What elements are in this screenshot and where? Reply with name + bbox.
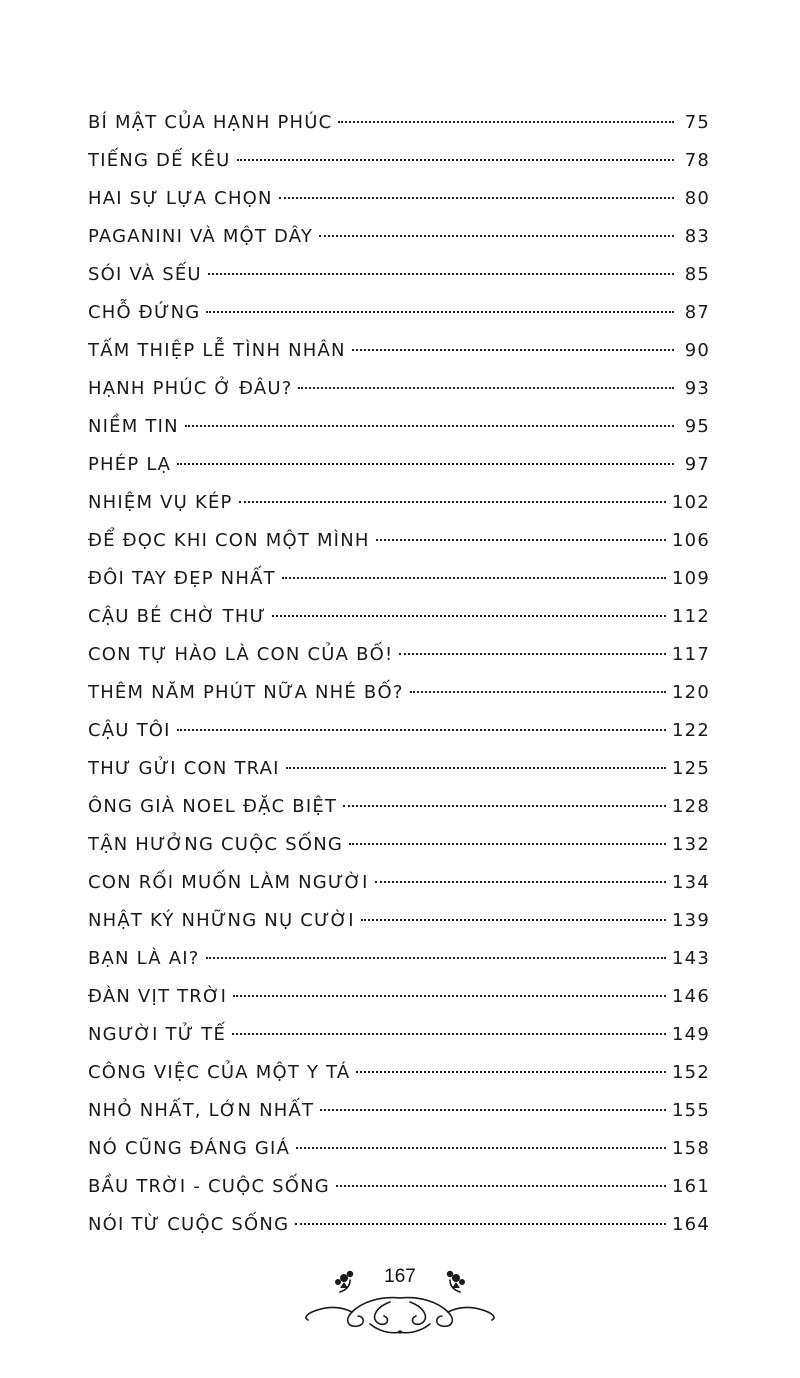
- toc-entry-title: NÓI TỪ CUỘC SỐNG: [88, 1214, 290, 1235]
- dot-leader: [343, 804, 666, 807]
- toc-entry: [88, 370, 710, 408]
- page-number: 167: [384, 1266, 416, 1287]
- toc-entry-title: TẬN HƯỞNG CUỘC SỐNG: [88, 834, 344, 855]
- toc-entry-title: BÍ MẬT CỦA HẠNH PHÚC: [88, 112, 333, 133]
- toc-entry-page: 117: [672, 644, 710, 665]
- table-of-contents: [88, 104, 710, 1244]
- toc-entry: [88, 674, 710, 712]
- toc-entry: [88, 1130, 710, 1168]
- dot-leader: [282, 576, 666, 579]
- dot-leader: [206, 310, 674, 313]
- dot-leader: [399, 652, 666, 655]
- dot-leader: [410, 690, 666, 693]
- toc-entry-page: 85: [684, 264, 710, 285]
- toc-entry-title: ĐỂ ĐỌC KHI CON MỘT MÌNH: [88, 530, 370, 551]
- dot-leader: [356, 1070, 666, 1073]
- toc-entry: [88, 332, 710, 370]
- dot-leader: [320, 1108, 666, 1111]
- toc-entry-title: SÓI VÀ SẾU: [88, 264, 202, 285]
- toc-entry: [88, 522, 710, 560]
- toc-entry: [88, 636, 710, 674]
- toc-entry-title: CẬU BÉ CHỜ THƯ: [88, 606, 267, 627]
- toc-entry-page: 132: [672, 834, 710, 855]
- toc-entry-title: ĐÔI TAY ĐẸP NHẤT: [88, 568, 276, 589]
- toc-entry-page: 155: [672, 1100, 710, 1121]
- toc-entry-title: CÔNG VIỆC CỦA MỘT Y TÁ: [88, 1062, 351, 1083]
- toc-entry-page: 139: [672, 910, 710, 931]
- toc-entry-title: CẬU TÔI: [88, 720, 171, 741]
- toc-entry: [88, 446, 710, 484]
- toc-entry-title: NÓ CŨNG ĐÁNG GIÁ: [88, 1138, 291, 1159]
- toc-entry: [88, 978, 710, 1016]
- toc-entry-page: 112: [672, 606, 710, 627]
- toc-entry-page: 109: [672, 568, 710, 589]
- toc-entry-page: 122: [672, 720, 710, 741]
- toc-entry: [88, 940, 710, 978]
- toc-entry-page: 158: [672, 1138, 710, 1159]
- toc-entry-page: 149: [672, 1024, 710, 1045]
- toc-entry: [88, 712, 710, 750]
- toc-entry-title: HAI SỰ LỰA CHỌN: [88, 188, 273, 209]
- toc-entry-page: 106: [672, 530, 710, 551]
- toc-entry: [88, 1092, 710, 1130]
- toc-entry: [88, 788, 710, 826]
- dot-leader: [239, 500, 666, 503]
- toc-entry-title: ĐÀN VỊT TRỜI: [88, 986, 228, 1007]
- dot-leader: [352, 348, 674, 351]
- toc-entry-page: 134: [672, 872, 710, 893]
- toc-entry-title: PAGANINI VÀ MỘT DÂY: [88, 226, 314, 247]
- toc-entry-title: CON TỰ HÀO LÀ CON CỦA BỐ!: [88, 644, 394, 665]
- toc-entry-page: 97: [684, 454, 710, 475]
- dot-leader: [185, 424, 674, 427]
- dot-leader: [295, 1222, 666, 1225]
- toc-entry-title: HẠNH PHÚC Ở ĐÂU?: [88, 378, 293, 399]
- dot-leader: [349, 842, 666, 845]
- toc-entry-page: 120: [672, 682, 710, 703]
- toc-entry: [88, 750, 710, 788]
- dot-leader: [177, 728, 666, 731]
- toc-entry-page: 83: [684, 226, 710, 247]
- dot-leader: [177, 462, 674, 465]
- toc-entry-title: NIỀM TIN: [88, 416, 179, 437]
- toc-entry-title: THƯ GỬI CON TRAI: [88, 758, 280, 779]
- dot-leader: [319, 234, 674, 237]
- toc-entry: [88, 142, 710, 180]
- toc-entry-title: BẠN LÀ AI?: [88, 948, 200, 969]
- toc-entry-page: 87: [684, 302, 710, 323]
- toc-entry: [88, 1168, 710, 1206]
- dot-leader: [232, 1032, 666, 1035]
- toc-entry-title: CHỖ ĐỨNG: [88, 302, 201, 323]
- dot-leader: [208, 272, 674, 275]
- dot-leader: [272, 614, 666, 617]
- toc-entry-title: TIẾNG DẾ KÊU: [88, 150, 231, 171]
- dot-leader: [361, 918, 666, 921]
- toc-entry-page: 80: [684, 188, 710, 209]
- dot-leader: [375, 880, 666, 883]
- dot-leader: [237, 158, 674, 161]
- toc-entry: [88, 256, 710, 294]
- toc-entry-title: TẤM THIỆP LỄ TÌNH NHÂN: [88, 340, 346, 361]
- toc-entry: [88, 560, 710, 598]
- toc-entry: [88, 408, 710, 446]
- toc-entry-page: 143: [672, 948, 710, 969]
- toc-entry: [88, 180, 710, 218]
- toc-entry-page: 125: [672, 758, 710, 779]
- dot-leader: [296, 1146, 666, 1149]
- dot-leader: [298, 386, 674, 389]
- toc-entry: [88, 864, 710, 902]
- dot-leader: [336, 1184, 666, 1187]
- toc-entry-page: 161: [672, 1176, 710, 1197]
- toc-entry-page: 128: [672, 796, 710, 817]
- toc-entry-title: ÔNG GIÀ NOEL ĐẶC BIỆT: [88, 796, 338, 817]
- toc-entry-title: CON RỐI MUỐN LÀM NGƯỜI: [88, 872, 369, 893]
- toc-entry-title: THÊM NĂM PHÚT NỮA NHÉ BỐ?: [88, 682, 404, 703]
- page-footer: [300, 1262, 500, 1342]
- toc-entry: [88, 1016, 710, 1054]
- toc-entry: [88, 826, 710, 864]
- dot-leader: [279, 196, 674, 199]
- toc-entry-page: 75: [684, 112, 710, 133]
- toc-entry-page: 93: [684, 378, 710, 399]
- toc-entry: [88, 598, 710, 636]
- toc-entry-page: 164: [672, 1214, 710, 1235]
- toc-entry: [88, 1054, 710, 1092]
- toc-entry-page: 102: [672, 492, 710, 513]
- toc-entry-title: NHẬT KÝ NHỮNG NỤ CƯỜI: [88, 910, 355, 931]
- dot-leader: [376, 538, 666, 541]
- toc-entry-title: NHIỆM VỤ KÉP: [88, 492, 233, 513]
- dot-leader: [338, 120, 674, 123]
- toc-entry: [88, 1206, 710, 1244]
- toc-entry: [88, 218, 710, 256]
- toc-entry-page: 90: [684, 340, 710, 361]
- toc-entry-title: NGƯỜI TỬ TẾ: [88, 1024, 227, 1045]
- toc-entry: [88, 484, 710, 522]
- dot-leader: [233, 994, 666, 997]
- dot-leader: [286, 766, 666, 769]
- toc-entry-title: PHÉP LẠ: [88, 454, 172, 475]
- toc-entry-page: 152: [672, 1062, 710, 1083]
- dot-leader: [206, 956, 667, 959]
- toc-entry-page: 146: [672, 986, 710, 1007]
- toc-entry-page: 78: [684, 150, 710, 171]
- toc-entry: [88, 294, 710, 332]
- toc-entry-title: BẦU TRỜI - CUỘC SỐNG: [88, 1176, 330, 1197]
- toc-entry: [88, 104, 710, 142]
- toc-entry-page: 95: [684, 416, 710, 437]
- toc-entry: [88, 902, 710, 940]
- toc-entry-title: NHỎ NHẤT, LỚN NHẤT: [88, 1100, 315, 1121]
